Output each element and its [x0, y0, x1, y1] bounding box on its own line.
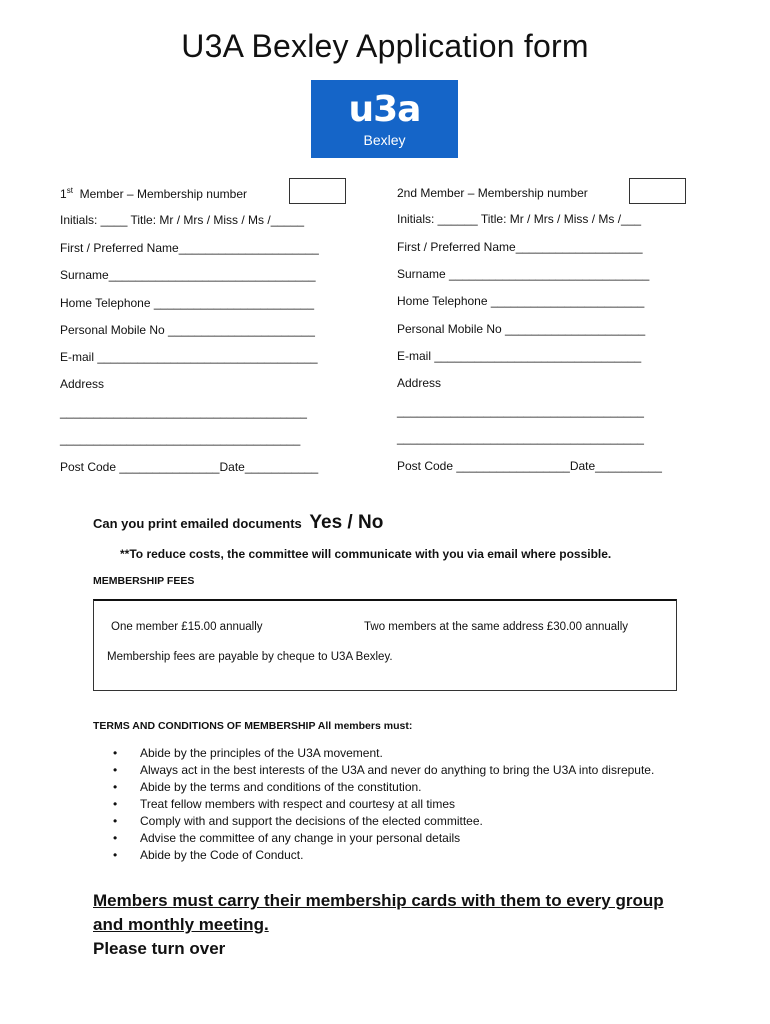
- list-item: [113, 779, 673, 796]
- member1-address-label: Address: [60, 377, 105, 391]
- member1-surname[interactable]: Surname_______________________________: [60, 268, 316, 282]
- bullet-icon: •: [113, 814, 118, 828]
- member1-mobile[interactable]: Personal Mobile No ______________________: [60, 323, 315, 337]
- list-item: [113, 830, 673, 847]
- logo-main-text: u3a: [348, 89, 421, 130]
- logo-sub-text: Bexley: [363, 132, 406, 148]
- member2-first-name[interactable]: First / Preferred Name___________________: [397, 240, 643, 254]
- list-item: [113, 745, 673, 762]
- member1-initials-title[interactable]: Initials: ____ Title: Mr / Mrs / Miss / Ms /_____: [60, 213, 305, 227]
- member2-membership-number-box[interactable]: [629, 178, 686, 204]
- yes-no-options[interactable]: Yes / No: [309, 512, 384, 533]
- print-question: [93, 512, 383, 534]
- fee-payment-note: Membership fees are payable by cheque to U3A Bexley.: [107, 651, 393, 663]
- member1-heading-number: 1: [60, 187, 67, 201]
- fees-box: [93, 599, 677, 691]
- list-item: [113, 796, 673, 813]
- bullet-icon: •: [113, 848, 118, 862]
- member1-heading-label: Member – Membership number: [72, 187, 247, 201]
- member2-home-telephone[interactable]: Home Telephone _______________________: [397, 294, 645, 308]
- member2-address-line-1[interactable]: _____________________________________: [397, 404, 644, 418]
- bullet-icon: •: [113, 746, 118, 760]
- member2-mobile[interactable]: Personal Mobile No _____________________: [397, 322, 646, 336]
- print-question-text: Can you print emailed documents: [93, 516, 302, 531]
- list-item: [113, 762, 673, 779]
- fees-heading: MEMBERSHIP FEES: [93, 575, 195, 587]
- member1-first-name[interactable]: First / Preferred Name_____________________: [60, 241, 319, 255]
- term-text: Abide by the terms and conditions of the constitution.: [140, 780, 422, 794]
- term-text: Advise the committee of any change in your personal details: [140, 831, 461, 845]
- term-text: Abide by the Code of Conduct.: [140, 848, 304, 862]
- member1-address-line-1[interactable]: _____________________________________: [60, 405, 307, 419]
- fee-one-member: One member £15.00 annually: [111, 621, 263, 633]
- terms-heading: TERMS AND CONDITIONS OF MEMBERSHIP All members must:: [93, 720, 413, 732]
- bullet-icon: •: [113, 797, 118, 811]
- member1-email[interactable]: E-mail _________________________________: [60, 350, 318, 364]
- u3a-bexley-logo: [311, 80, 458, 158]
- member2-surname[interactable]: Surname ______________________________: [397, 267, 650, 281]
- bullet-icon: •: [113, 831, 118, 845]
- term-text: Treat fellow members with respect and courtesy at all times: [140, 797, 456, 811]
- page-title: U3A Bexley Application form: [181, 28, 589, 64]
- member1-membership-number-box[interactable]: [289, 178, 346, 204]
- member2-postcode-date[interactable]: Post Code _________________Date__________: [397, 459, 662, 473]
- membership-cards-notice: Members must carry their membership cards with them to every group and monthly meeting.: [93, 891, 664, 934]
- list-item: [113, 813, 673, 830]
- term-text: Comply with and support the decisions of the elected committee.: [140, 814, 483, 828]
- member1-home-telephone[interactable]: Home Telephone ________________________: [60, 296, 315, 310]
- bullet-icon: •: [113, 780, 118, 794]
- email-notice: **To reduce costs, the committee will communicate with you via email where possible.: [120, 547, 612, 561]
- member1-postcode-date[interactable]: Post Code _______________Date___________: [60, 460, 319, 474]
- term-text: Always act in the best interests of the U3A and never do anything to bring the U3A into disrepute.: [140, 763, 655, 777]
- member2-address-label: Address: [397, 376, 442, 390]
- terms-list: [113, 745, 673, 864]
- member2-address-line-2[interactable]: _____________________________________: [397, 431, 644, 445]
- member1-address-line-2[interactable]: ____________________________________: [60, 432, 301, 446]
- list-item: [113, 847, 673, 864]
- member1-heading-suffix: st: [66, 186, 73, 195]
- member2-heading: 2nd Member – Membership number: [397, 186, 588, 200]
- fee-two-members: Two members at the same address £30.00 annually: [364, 621, 629, 633]
- member1-heading: [60, 186, 247, 201]
- member2-email[interactable]: E-mail _______________________________: [397, 349, 642, 363]
- bullet-icon: •: [113, 763, 118, 777]
- term-text: Abide by the principles of the U3A movement.: [140, 746, 383, 760]
- member2-initials-title[interactable]: Initials: ______ Title: Mr / Mrs / Miss / Ms /___: [397, 212, 642, 226]
- turn-over-note: Please turn over: [93, 939, 226, 958]
